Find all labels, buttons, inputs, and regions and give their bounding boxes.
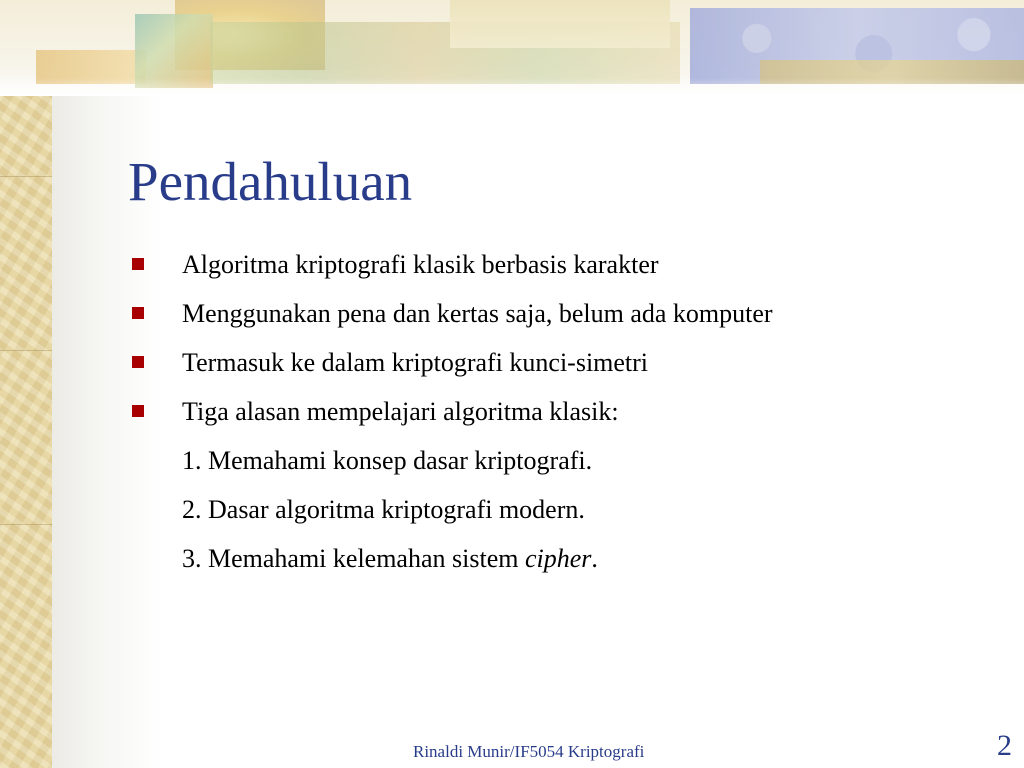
slide-body: [128, 240, 1008, 583]
square-bullet-icon: [132, 356, 144, 368]
slide-title: Pendahuluan: [128, 151, 413, 212]
left-parchment-strip: [0, 0, 52, 768]
strip-seam: [0, 176, 52, 177]
page-number: 2: [997, 729, 1012, 762]
reason-item: [128, 436, 1008, 485]
bullet-item: [128, 338, 1008, 387]
strip-seam: [0, 524, 52, 525]
bullet-text: Menggunakan pena dan kertas saja, belum ada komputer: [182, 299, 773, 328]
bullet-text: Tiga alasan mempelajari algoritma klasik:: [182, 397, 619, 426]
banner-texture-tile: [450, 0, 670, 48]
reason-item: [128, 485, 1008, 534]
top-decorative-banner: [0, 0, 1024, 96]
reason-emphasis: cipher: [524, 544, 592, 573]
reason-text: 2. Dasar algoritma kriptografi modern.: [182, 495, 585, 524]
bullet-text: Termasuk ke dalam kriptografi kunci-simetri: [182, 348, 649, 377]
reason-prefix: 3. Memahami kelemahan sistem: [182, 544, 525, 573]
reason-text: 1. Memahami konsep dasar kriptografi.: [182, 446, 593, 475]
slide-footer: Rinaldi Munir/IF5054 Kriptografi: [413, 742, 645, 761]
banner-texture-tile: [135, 14, 213, 88]
square-bullet-icon: [132, 405, 144, 417]
square-bullet-icon: [132, 307, 144, 319]
reason-suffix: .: [591, 544, 598, 573]
strip-seam: [0, 350, 52, 351]
banner-fade: [0, 78, 1024, 96]
reason-text: [182, 534, 598, 583]
reason-item: [128, 534, 1008, 583]
bullet-item: [128, 387, 1008, 436]
square-bullet-icon: [132, 258, 144, 270]
bullet-text: Algoritma kriptografi klasik berbasis karakter: [182, 250, 659, 279]
bullet-item: [128, 240, 1008, 289]
bullet-item: [128, 289, 1008, 338]
